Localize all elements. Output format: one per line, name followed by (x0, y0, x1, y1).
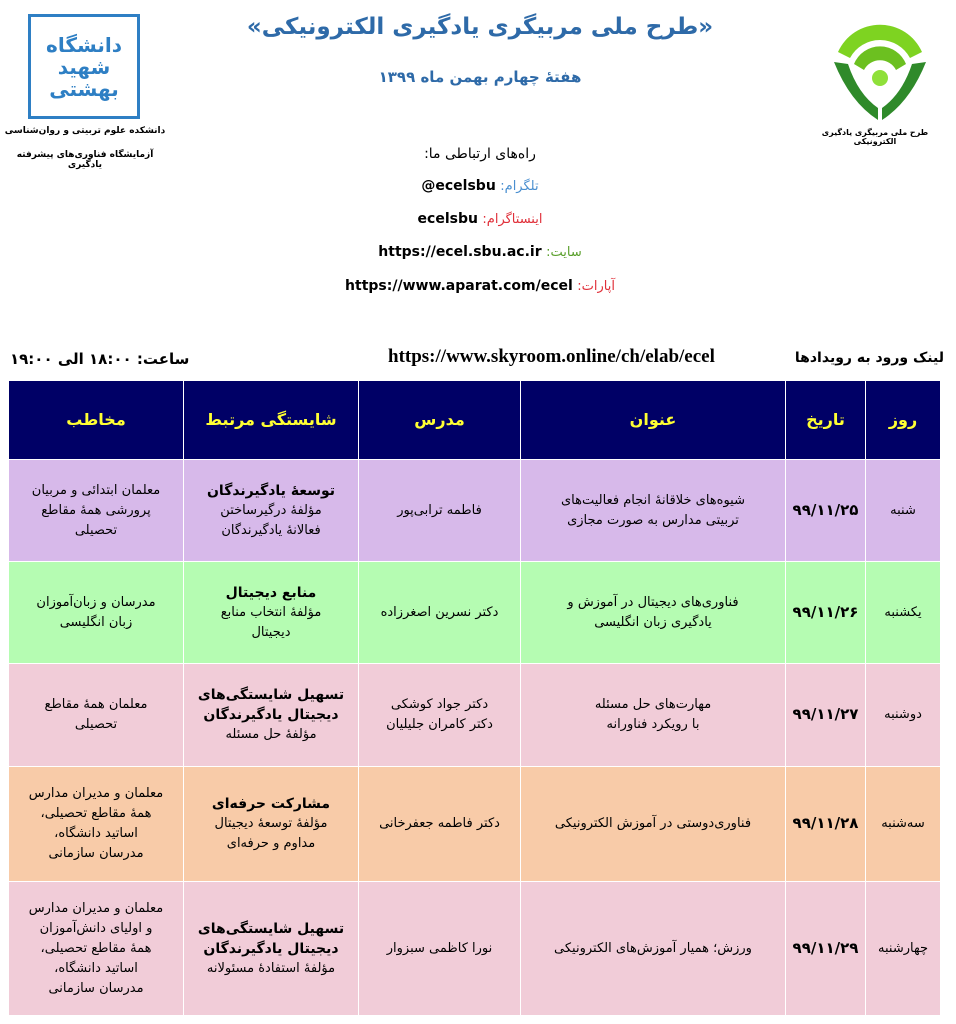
cell-teacher (359, 882, 521, 1016)
cell-competency (184, 767, 359, 882)
table-row (9, 664, 941, 767)
instagram-link[interactable]: ecelsbu (417, 211, 478, 227)
audience-line: همهٔ مقاطع تحصیلی، (40, 806, 152, 821)
cell-title (521, 767, 786, 882)
component-line: مؤلفهٔ حل مسئله (225, 727, 317, 742)
cell-audience (9, 767, 184, 882)
telegram-link[interactable]: @ecelsbu (421, 178, 496, 194)
audience-line: تحصیلی (74, 717, 118, 732)
component-line: مؤلفهٔ درگیرساختن (220, 502, 322, 518)
contact-aparat (250, 278, 710, 294)
cell-teacher (359, 562, 521, 664)
audience-line: و اولیای دانش‌آموزان (39, 920, 153, 936)
cell-date (786, 460, 866, 562)
instagram-label: اینستاگرام: (482, 212, 543, 227)
schedule-table (8, 380, 941, 1016)
cell-competency (184, 664, 359, 767)
day-text: سه‌شنبه (881, 816, 925, 831)
cell-competency (184, 882, 359, 1016)
contact-telegram (250, 178, 710, 194)
audience-line: تحصیلی (74, 522, 118, 538)
page-subtitle: هفتهٔ چهارم بهمن ماه ۱۳۹۹ (378, 68, 582, 86)
cell-audience (9, 882, 184, 1016)
site-label: سایت: (546, 245, 582, 260)
cell-title (521, 460, 786, 562)
title-line: فناوری‌دوستی در آموزش الکترونیکی (554, 816, 752, 831)
cell-competency (184, 460, 359, 562)
cell-date (786, 664, 866, 767)
teacher-line: دکتر نسرین اصغرزاده (380, 604, 499, 620)
title-line: یادگیری زبان انگلیسی (594, 614, 712, 630)
competency-title: مشارکت حرفه‌ای (211, 796, 331, 812)
header-competency: شایستگی مرتبط (184, 381, 359, 460)
audience-line: معلمان ابتدائی و مربیان (31, 482, 161, 498)
contact-instagram (250, 211, 710, 227)
title-line: تربیتی مدارس به صورت مجازی (567, 512, 739, 528)
competency-title: منابع دیجیتال (225, 584, 317, 601)
cell-date (786, 882, 866, 1016)
cell-title (521, 882, 786, 1016)
event-link[interactable]: https://www.skyroom.online/ch/elab/ecel (388, 346, 715, 367)
competency-title: توسعهٔ یادگیرندگان (206, 482, 336, 499)
cell-day (866, 767, 941, 882)
table-header-row (9, 381, 941, 460)
site-link[interactable]: https://ecel.sbu.ac.ir (378, 244, 542, 260)
audience-line: پرورشی همهٔ مقاطع (41, 502, 151, 518)
component-line: فعالانهٔ یادگیرندگان (221, 522, 321, 538)
program-logo-icon (830, 12, 930, 124)
date-text: ۹۹/۱۱/۲۶ (792, 602, 859, 621)
cell-day (866, 664, 941, 767)
cell-title (521, 664, 786, 767)
cell-day (866, 562, 941, 664)
audience-line: معلمان و مدیران مدارس (28, 900, 164, 916)
teacher-line: دکتر کامران جلیلیان (386, 717, 493, 732)
cell-day (866, 882, 941, 1016)
date-text: ۹۹/۱۱/۲۵ (792, 500, 859, 519)
university-logo (28, 14, 140, 119)
header-audience: مخاطب (9, 381, 184, 460)
cell-date (786, 562, 866, 664)
table-row (9, 460, 941, 562)
cell-audience (9, 562, 184, 664)
program-logo-text: طرح ملی مربیگری یادگیری الکترونیکی (821, 128, 929, 146)
audience-line: مدرسان سازمانی (48, 846, 144, 861)
title-line: شیوه‌های خلاقانهٔ انجام فعالیت‌های (560, 492, 745, 508)
cell-teacher (359, 460, 521, 562)
audience-line: معلمان و مدیران مدارس (28, 786, 164, 801)
audience-line: معلمان همهٔ مقاطع (44, 697, 148, 712)
faculty-name: دانشکده علوم تربیتی و روان‌شناسی (4, 126, 166, 136)
lab-name: آزمایشگاه فناوری‌های پیشرفته یادگیری (16, 150, 154, 170)
cell-audience (9, 460, 184, 562)
header-date: تاریخ (786, 381, 866, 460)
component-line: مؤلفهٔ استفادهٔ مسئولانه (206, 960, 336, 976)
competency-title: تسهیل شایستگی‌های دیجیتال یادگیرندگان (197, 920, 345, 957)
university-logo-text: دانشگاه شهید بهشتی (46, 32, 122, 101)
cell-teacher (359, 767, 521, 882)
audience-line: مدرسان و زبان‌آموزان (36, 594, 156, 610)
teacher-line: نورا کاظمی سبزوار (386, 940, 493, 956)
cell-day (866, 460, 941, 562)
cell-audience (9, 664, 184, 767)
cell-teacher (359, 664, 521, 767)
title-line: با رویکرد فناورانه (606, 717, 700, 732)
audience-line: همهٔ مقاطع تحصیلی، (40, 940, 152, 956)
page-title: «طرح ملی مربیگری یادگیری الکترونیکی» (246, 14, 714, 40)
component-line: مؤلفهٔ انتخاب منابع (220, 604, 322, 620)
component-line: مداوم و حرفه‌ای (226, 836, 316, 851)
audience-line: اساتید دانشگاه، (54, 826, 138, 841)
table-row (9, 562, 941, 664)
title-line: فناوری‌های دیجیتال در آموزش و (567, 594, 739, 610)
table-row (9, 882, 941, 1016)
day-text: یکشنبه (884, 604, 922, 620)
teacher-line: دکتر فاطمه جعفرخانی (379, 816, 500, 831)
event-link-label: لینک ورود به رویدادها (794, 350, 944, 366)
header-day: روز (866, 381, 941, 460)
day-text: دوشنبه (884, 707, 922, 722)
audience-line: اساتید دانشگاه، (54, 960, 138, 976)
header-title: عنوان (521, 381, 786, 460)
date-text: ۹۹/۱۱/۲۷ (792, 705, 859, 723)
aparat-label: آپارات: (577, 279, 615, 294)
day-text: شنبه (890, 502, 916, 518)
teacher-line: دکتر جواد کوشکی (390, 697, 489, 712)
cell-date (786, 767, 866, 882)
contact-site (250, 244, 710, 260)
day-text: چهارشنبه (878, 940, 928, 956)
audience-line: زبان انگلیسی (59, 614, 133, 630)
contact-heading: راه‌های ارتباطی ما: (424, 146, 536, 162)
header-teacher: مدرس (359, 381, 521, 460)
teacher-line: فاطمه ترابی‌پور (397, 502, 482, 518)
cell-title (521, 562, 786, 664)
cell-competency (184, 562, 359, 664)
table-row (9, 767, 941, 882)
title-line: ورزش؛ همیار آموزش‌های الکترونیکی (554, 940, 752, 956)
date-text: ۹۹/۱۱/۲۸ (792, 814, 859, 832)
competency-title: تسهیل شایستگی‌های دیجیتال یادگیرندگان (197, 687, 345, 723)
audience-line: مدرسان سازمانی (48, 980, 144, 996)
event-time: ساعت: ۱۸:۰۰ الی ۱۹:۰۰ (10, 350, 190, 368)
date-text: ۹۹/۱۱/۲۹ (792, 938, 859, 957)
title-line: مهارت‌های حل مسئله (594, 697, 712, 712)
telegram-label: تلگرام: (500, 179, 539, 194)
component-line: دیجیتال (251, 624, 291, 640)
aparat-link[interactable]: https://www.aparat.com/ecel (345, 278, 573, 294)
component-line: مؤلفهٔ توسعهٔ دیجیتال (214, 816, 328, 831)
